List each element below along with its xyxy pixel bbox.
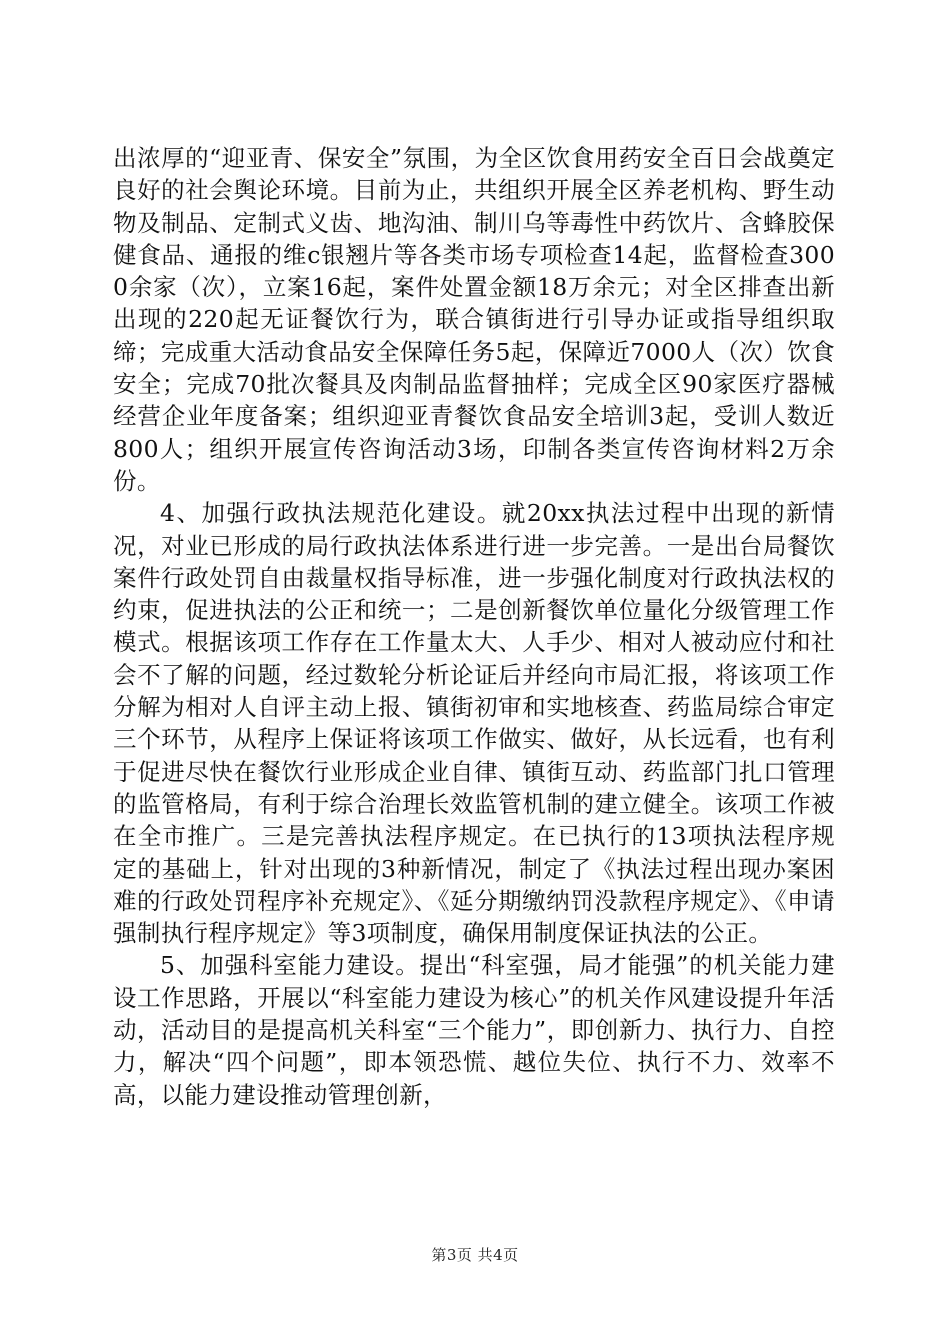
page-number-label: 第3页 共4页 [431,1246,519,1264]
paragraph-item-4: 4、加强行政执法规范化建设。就20xx执法过程中出现的新情况，对业已形成的局行政执法体系进行进一步完善。一是出台局餐饮案件行政处罚自由裁量权指导标准，进一步强化制度对行政执法权的约束，促进执法的公正和统一；二是创新餐饮单位量化分级管理工作模式。根据该项工作存在工作量太大、人手少、相对人被动应付和社会不了解的问题，经过数轮分析论证后并经向市局汇报，将该项工作分解为相对人自评主动上报、镇街初审和实地核查、药监局综合审定三个环节，从程序上保证将该项工作做实、做好，从长远看，也有利于促进尽快在餐饮行业形成企业自律、镇街互动、药监部门扎口管理的监管格局，有利于综合治理长效监管机制的建立健全。该项工作被在全市推广。三是完善执法程序规定。在已执行的13项执法程序规定的基础上，针对出现的3种新情况，制定了《执法过程出现办案困难的行政处罚程序补充规定》、《延分期缴纳罚没款程序规定》、《申请强制执行程序规定》等3项制度，确保用制度保证执法的公正。 [113,499,835,948]
document-body [113,142,835,1111]
paragraph-item-5: 5、加强科室能力建设。提出“科室强，局才能强”的机关能力建设工作思路，开展以“科室能力建设为核心”的机关作风建设提升年活动，活动目的是提高机关科室“三个能力”，即创新力、执行力、自控力，解决“四个问题”，即本领恐慌、越位失位、执行不力、效率不高，以能力建设推动管理创新， [113,951,835,1109]
page-footer [0,1244,950,1265]
paragraph-continued: 出浓厚的“迎亚青、保安全”氛围，为全区饮食用药安全百日会战奠定良好的社会舆论环境。目前为止，共组织开展全区养老机构、野生动物及制品、定制式义齿、地沟油、制川乌等毒性中药饮片、含蜂胶保健食品、通报的维c银翘片等各类市场专项检查14起，监督检查3000余家（次），立案16起，案件处置金额18万余元；对全区排查出新出现的220起无证餐饮行为，联合镇街进行引导办证或指导组织取缔；完成重大活动食品安全保障任务5起，保障近7000人（次）饮食安全；完成70批次餐具及肉制品监督抽样；完成全区90家医疗器械经营企业年度备案；组织迎亚青餐饮食品安全培训3起，受训人数近800人；组织开展宣传咨询活动3场，印制各类宣传咨询材料2万余份。 [113,144,835,495]
